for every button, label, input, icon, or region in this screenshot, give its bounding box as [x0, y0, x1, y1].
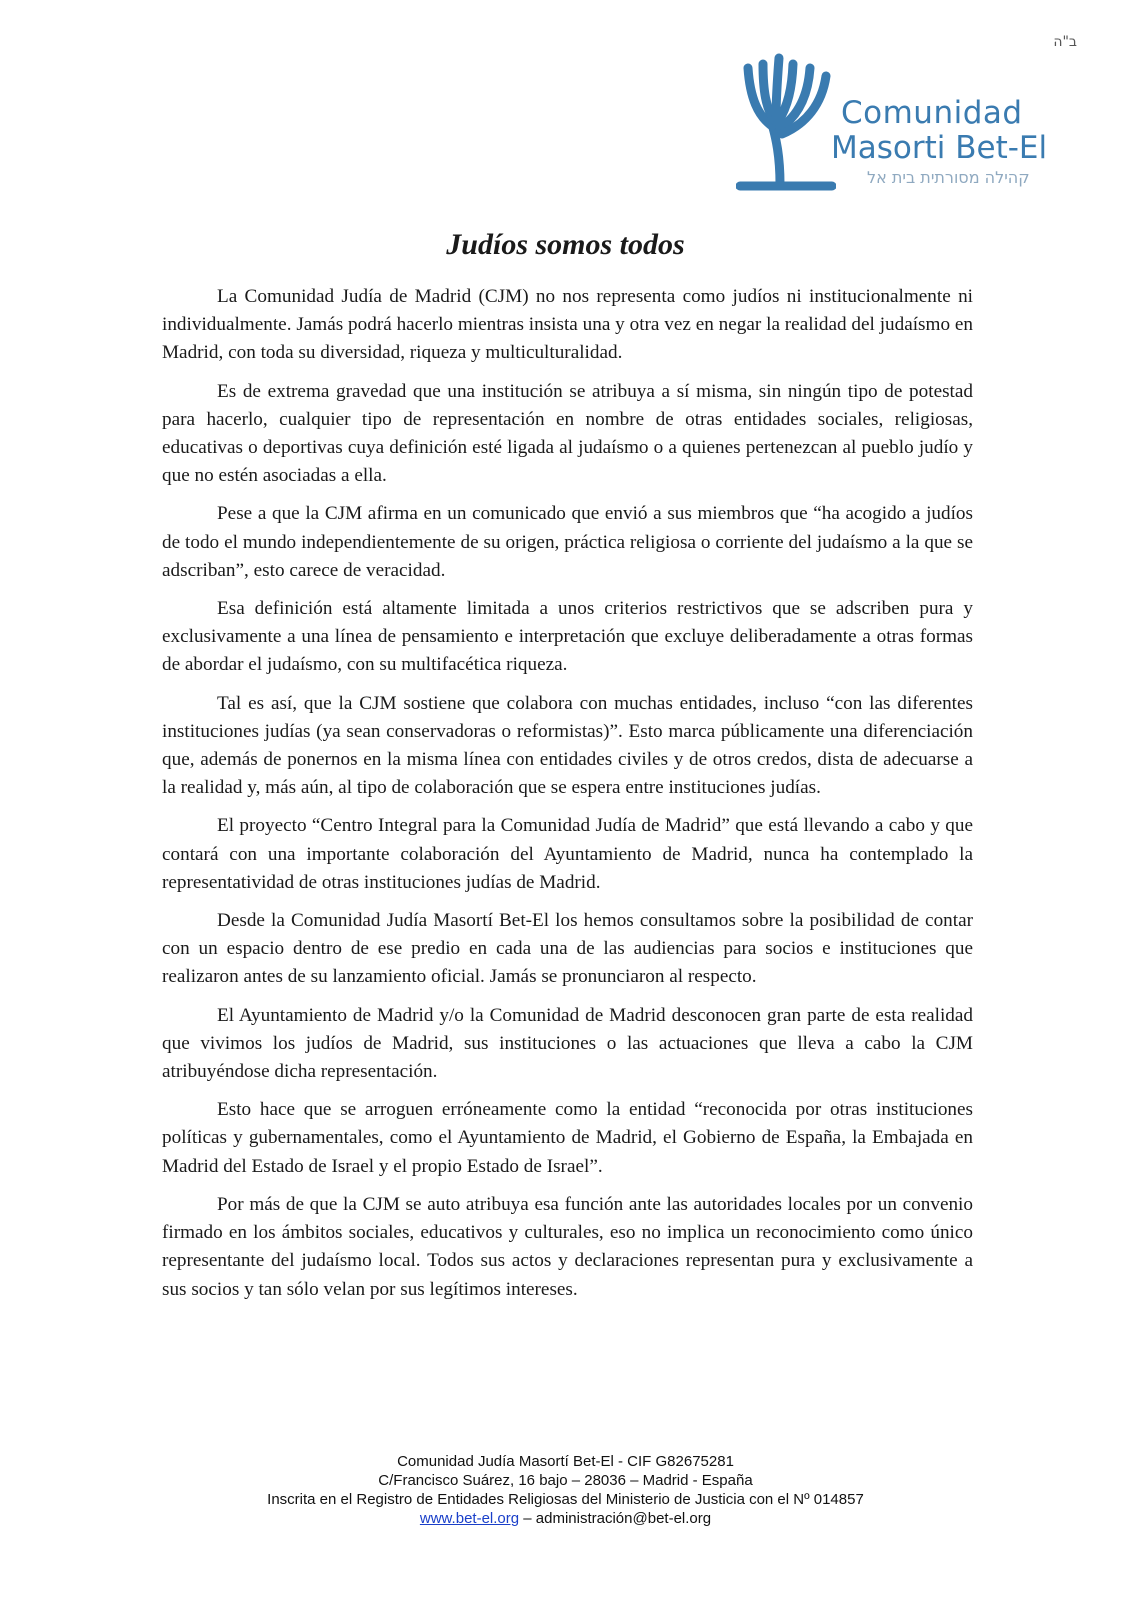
paragraph: El proyecto “Centro Integral para la Comunidad Judía de Madrid” que está llevando a cabo y que contará con una importante colaboración del Ayuntamiento de Madrid, nunca ha contemplado la representatividad de otras instituciones judías de Madrid.: [162, 815, 973, 893]
footer-line: Comunidad Judía Masortí Bet-El - CIF G82675281: [397, 1453, 734, 1470]
bh-mark: ב"ה: [1053, 34, 1077, 50]
paragraph: Esa definición está altamente limitada a unos criterios restrictivos que se adscriben pura y exclusivamente a una línea de pensamiento e interpretación que excluye deliberadamente a otras formas de abordar el judaísmo, con su multifacética riqueza.: [162, 598, 973, 676]
document-body: [162, 283, 973, 1314]
document-title: Judíos somos todos: [446, 228, 685, 261]
email-text: – administración@bet-el.org: [519, 1510, 712, 1527]
logo-text: [831, 95, 1048, 187]
logo-line-1: Comunidad: [841, 95, 1023, 131]
footer-line: Inscrita en el Registro de Entidades Religiosas del Ministerio de Justicia con el Nº 014857: [267, 1491, 864, 1508]
logo-hebrew: קהילה מסורתית בית אל: [867, 168, 1030, 187]
footer: [0, 1452, 1131, 1528]
paragraph: Tal es así, que la CJM sostiene que colabora con muchas entidades, incluso “con las diferentes instituciones judías (ya sean conservadoras o reformistas)”. Esto marca públicamente una diferenciación que, además de ponernos en la misma línea con entidades civiles y de otros credos, dista de adecuarse a la realidad y, más aún, al tipo de colaboración que se espera entre instituciones judías.: [162, 692, 973, 799]
website-link[interactable]: www.bet-el.org: [419, 1510, 520, 1527]
footer-line: C/Francisco Suárez, 16 bajo – 28036 – Madrid - España: [378, 1472, 753, 1489]
paragraph: Es de extrema gravedad que una institución se atribuya a sí misma, sin ningún tipo de potestad para hacerlo, cualquier tipo de representación en nombre de otras entidades sociales, religiosas, educativas o deportivas cuya definición esté ligada al judaísmo o a quienes pertenezcan al pueblo judío y que no estén asociadas a ella.: [162, 380, 973, 487]
paragraph: La Comunidad Judía de Madrid (CJM) no nos representa como judíos ni institucionalmente ni individualmente. Jamás podrá hacerlo mientras insista una y otra vez en negar la realidad del judaísmo en Madrid, con toda su diversidad, riqueza y multiculturalidad.: [162, 286, 973, 364]
paragraph: Esto hace que se arroguen erróneamente como la entidad “reconocida por otras instituciones políticas y gubernamentales, como el Ayuntamiento de Madrid, el Gobierno de España, la Embajada en Madrid del Estado de Israel y el propio Estado de Israel”.: [162, 1099, 973, 1177]
paragraph: Desde la Comunidad Judía Masortí Bet-El los hemos consultamos sobre la posibilidad de contar con un espacio dentro de ese predio en cada una de las audiencias para socios e instituciones que realizaron antes de su lanzamiento oficial. Jamás se pronunciaron al respecto.: [162, 910, 973, 988]
paragraph: Pese a que la CJM afirma en un comunicado que envió a sus miembros que “ha acogido a judíos de todo el mundo independientemente de su origen, práctica religiosa o corriente del judaísmo a la que se adscriban”, esto carece de veracidad.: [162, 503, 973, 581]
community-logo: [736, 46, 1066, 196]
paragraph: El Ayuntamiento de Madrid y/o la Comunidad de Madrid desconocen gran parte de esta realidad que vivimos los judíos de Madrid, sus instituciones o las actuaciones que lleva a cabo la CJM atribuyéndose dicha representación.: [162, 1004, 973, 1083]
logo-line-2: Masorti Bet-El: [831, 130, 1048, 166]
paragraph: Por más de que la CJM se auto atribuya esa función ante las autoridades locales por un convenio firmado en los ámbitos sociales, educativos y culturales, eso no implica un reconocimiento como único representante del judaísmo local. Todos sus actos y declaraciones representan pura y exclusivamente a sus socios y tan sólo velan por sus legítimos intereses.: [162, 1193, 973, 1300]
footer-contact: [0, 1509, 1131, 1528]
menorah-tree-icon: [736, 46, 836, 196]
